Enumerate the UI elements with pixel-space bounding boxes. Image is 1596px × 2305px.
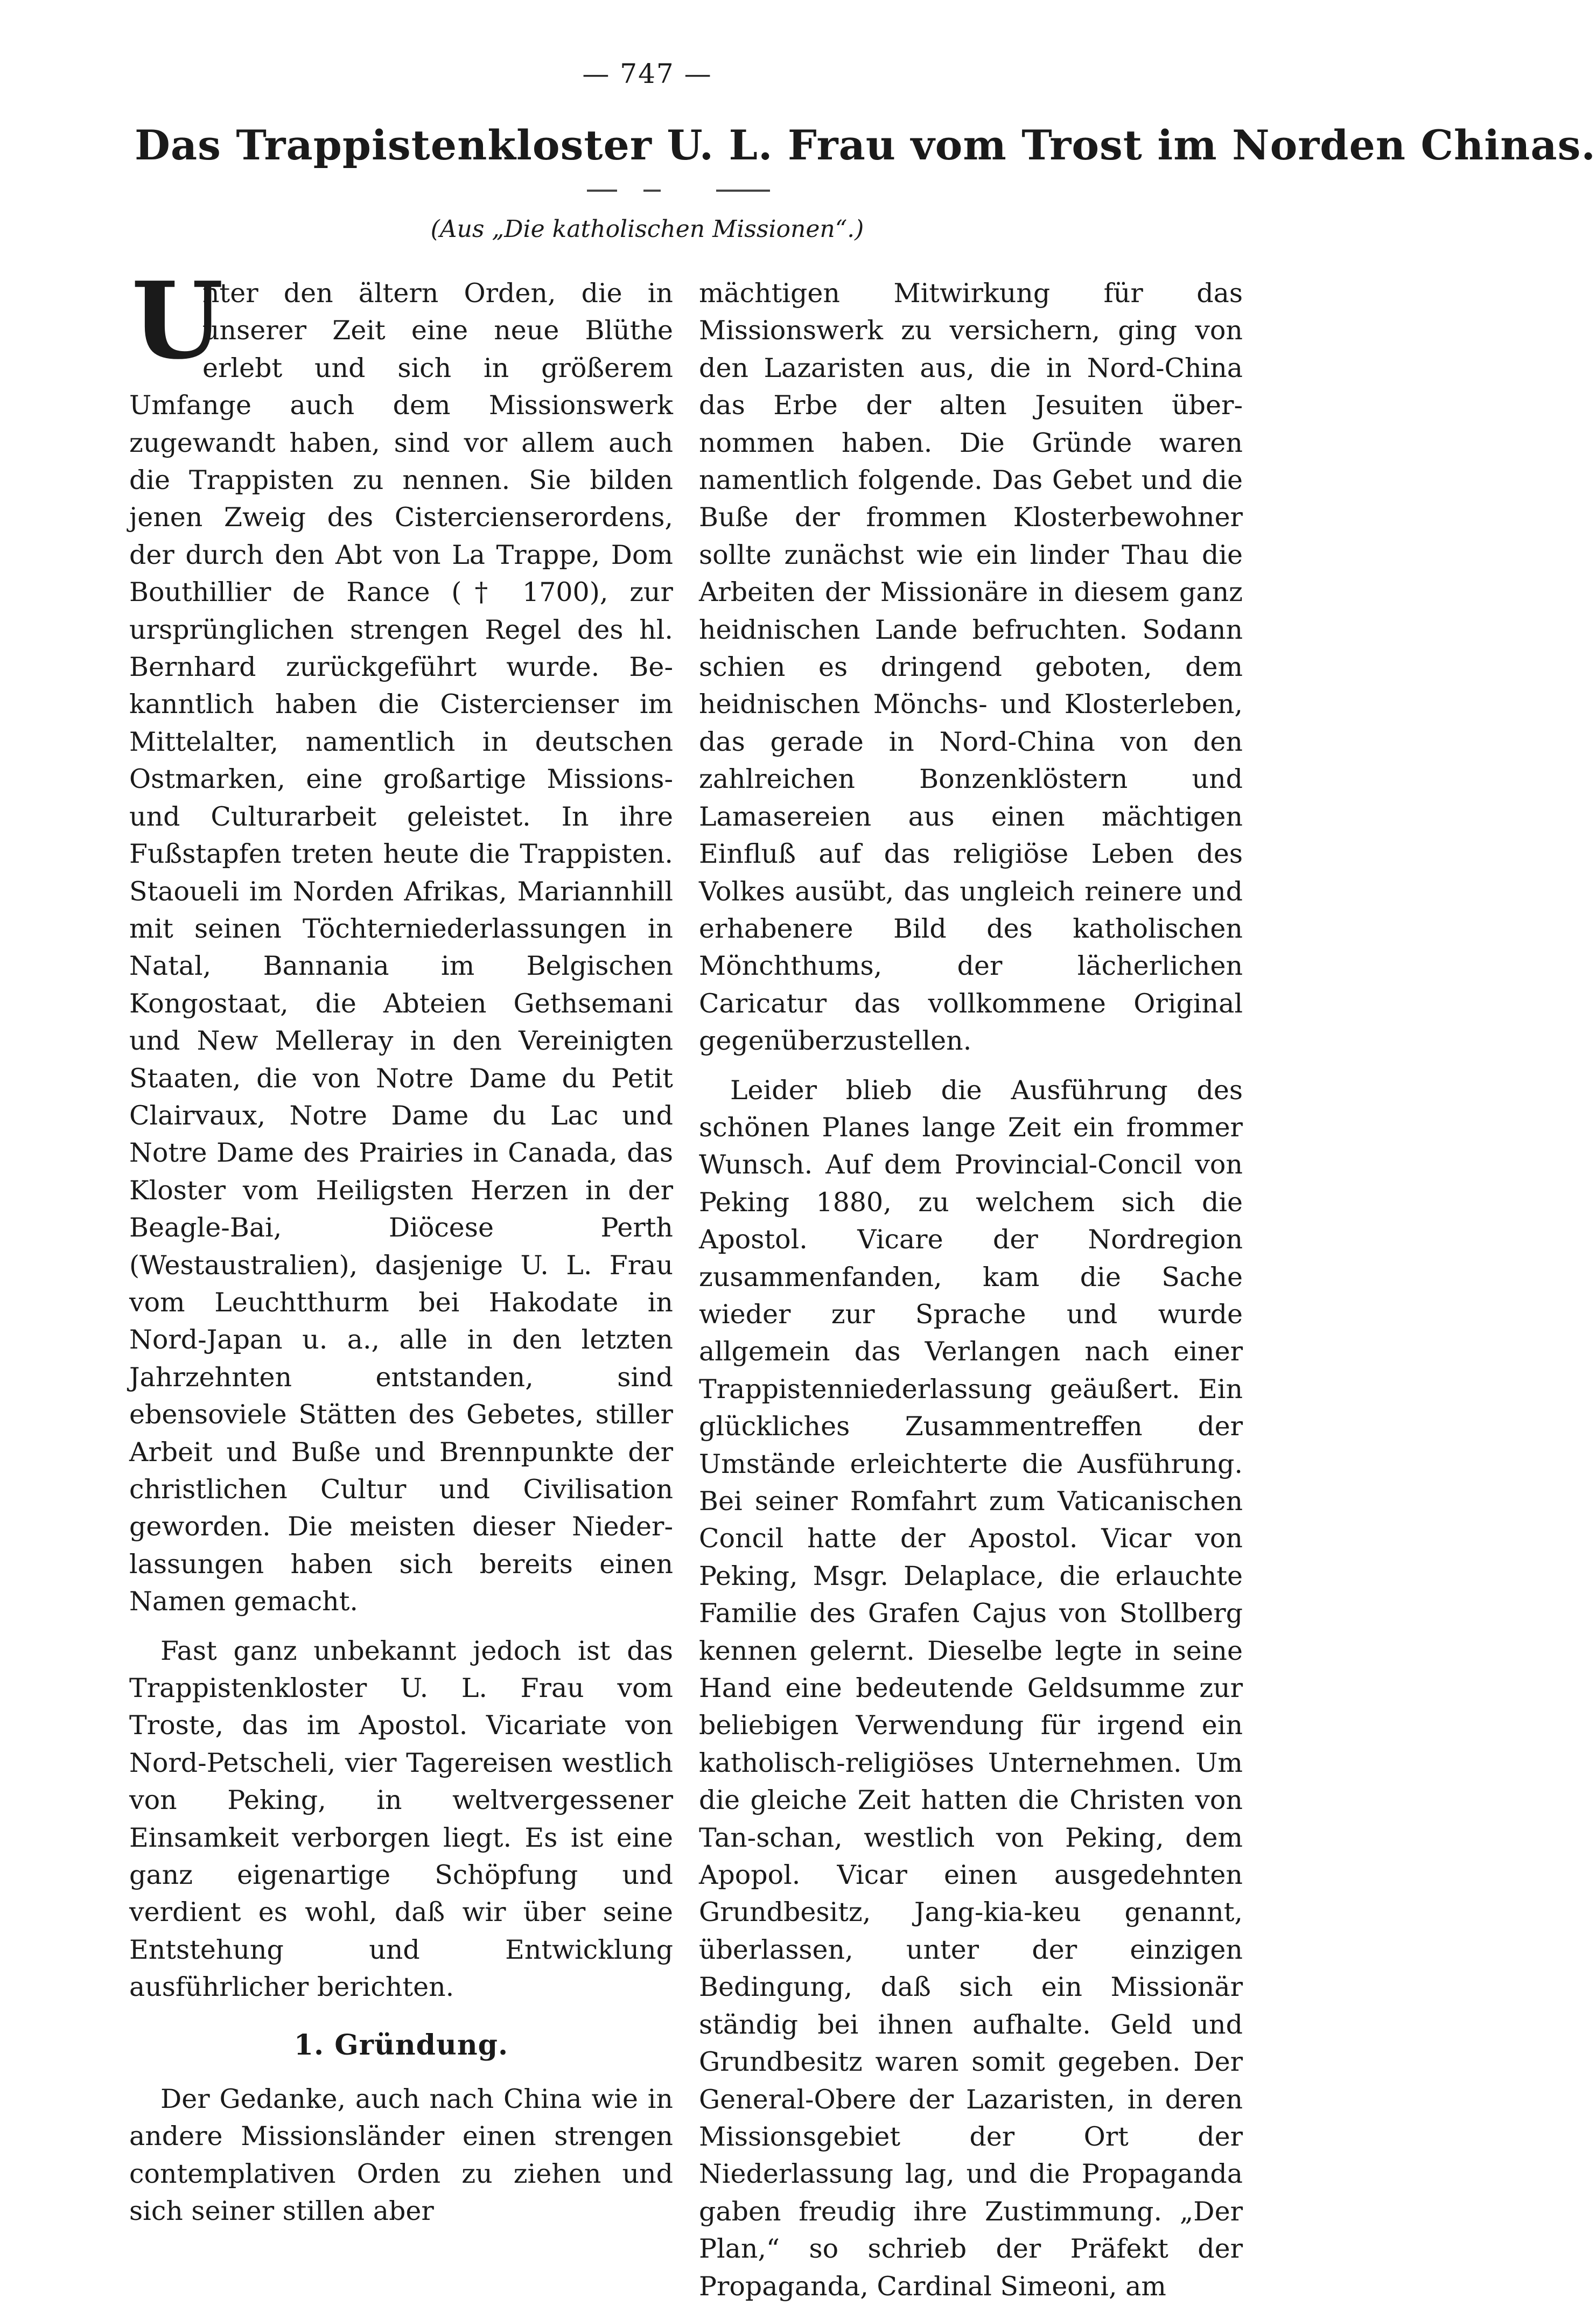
article-title: Das Trappistenkloster U. L. Frau vom Trost im Norden Chinas.	[135, 121, 1596, 169]
page-number: — 747 —	[582, 58, 712, 89]
paragraph-text: nter den ältern Orden, die in unserer Zeit eine neue Blüthe erlebt und sich in größerem Umfange auch dem Missionswerk zugewandt haben, sind vor allem auch die Trappisten zu nennen. Sie bilden jenen Zweig des Cistercienserordens, der durch den Abt von La Trappe, Dom Bouthillier de Rance († 1700), zur ursprünglichen strengen Regel des hl. Bernhard zurückgeführt wurde. Bekanntlich haben die Cistercienser im Mittelalter, namentlich in deutschen Ostmarken, eine großartige Missions- und Culturarbeit geleistet. In ihre Fußstapfen treten heute die Trappisten. Staoueli im Norden Afrikas, Mariannhill mit seinen Töchterniederlassungen in Natal, Bannania im Belgischen Kongostaat, die Abteien Gethsemani und New Melleray in den Vereinigten Staaten, die von Notre Dame du Petit Clairvaux, Notre Dame du Lac und Notre Dame des Prairies in Canada, das Kloster vom Heiligsten Herzen in der Beagle-Bai, Diöcese Perth (Westaustralien), dasjenige U. L. Frau vom Leuchtthurm bei Hakodate in Nord-Japan u. a., alle in den letzten Jahrzehnten entstanden, sind ebensoviele Stätten des Gebetes, stiller Arbeit und Buße und Brennpunkte der christlichen Cultur und Civilisation geworden. Die meisten dieser Niederlassungen haben sich bereits einen Namen gemacht.	[129, 278, 673, 1617]
paragraph: Der Gedanke, auch nach China wie in andere Missionsländer einen strengen contemplativen Orden zu ziehen und sich seiner stillen aber	[129, 2083, 673, 2226]
section-heading: 1. Gründung.	[293, 2028, 509, 2062]
paragraph: Fast ganz unbekannt jedoch ist das Trappistenkloster U. L. Frau vom Troste, das im Apostol. Vicariate von Nord-Petscheli, vier Tagereisen westlich von Peking, in weltvergessener Einsamkeit verborgen liegt. Es ist eine ganz eigenartige Schöpfung und verdient es wohl, daß wir über seine Entstehung und Entwicklung ausführlicher berichten.	[129, 1635, 673, 2003]
title-rule	[643, 190, 661, 192]
title-rule	[716, 190, 770, 192]
intro-paragraph	[129, 259, 673, 1621]
right-column	[699, 275, 1243, 2305]
left-column	[129, 259, 673, 2230]
paragraph: Leider blieb die Ausführung des schönen Planes lange Zeit ein frommer Wunsch. Auf dem Provincial-Concil von Peking 1880, zu welchem sich die Apostol. Vicare der Nordregion zusammenfanden, kam die Sache wieder zur Sprache und wurde allgemein das Verlangen nach einer Trappistenniederlassung geäußert. Ein glückliches Zusammentreffen der Umstände erleichterte die Ausführung. Bei seiner Romfahrt zum Vaticanischen Concil hatte der Apostol. Vicar von Peking, Msgr. Delaplace, die erlauchte Familie des Grafen Cajus von Stollberg kennen gelernt. Dieselbe legte in seine Hand eine bedeutende Geldsumme zur beliebigen Verwendung für irgend ein katholisch-religiöses Unternehmen. Um die gleiche Zeit hatten die Christen von Tan-schan, westlich von Peking, dem Apopol. Vicar einen ausgedehnten Grundbesitz, Jang-kia-keu genannt, überlassen, unter der einzigen Bedingung, daß sich ein Missionär ständig bei ihnen aufhalte. Geld und Grundbesitz waren somit gegeben. Der General-Obere der Lazaristen, in deren Missionsgebiet der Ort der Niederlassung lag, und die Propaganda gaben freudig ihre Zustimmung. „Der Plan,“ so schrieb der Präfekt der Propaganda, Cardinal Simeoni, am	[699, 1074, 1243, 2302]
source-note: (Aus „Die katholischen Missionen“.)	[430, 215, 864, 243]
paragraph: mächtigen Mitwirkung für das Missionswerk zu versichern, ging von den Lazaristen aus, die in Nord-China das Erbe der alten Jesuiten übernommen haben. Die Gründe waren namentlich folgende. Das Gebet und die Buße der frommen Klosterbewohner sollte zunächst wie ein linder Thau die Arbeiten der Missionäre in diesem ganz heidnischen Lande befruchten. Sodann schien es dringend geboten, dem heidnischen Mönchs- und Klosterleben, das gerade in Nord-China von den zahlreichen Bonzenklöstern und Lamasereien aus einen mächtigen Einfluß auf das religiöse Leben des Volkes ausübt, das ungleich reinere und erhabenere Bild des katholischen Mönchthums, der lächerlichen Caricatur das vollkommene Original gegenüberzustellen.	[699, 278, 1243, 1057]
title-rule	[587, 190, 617, 192]
dropcap-initial: U	[131, 259, 223, 383]
